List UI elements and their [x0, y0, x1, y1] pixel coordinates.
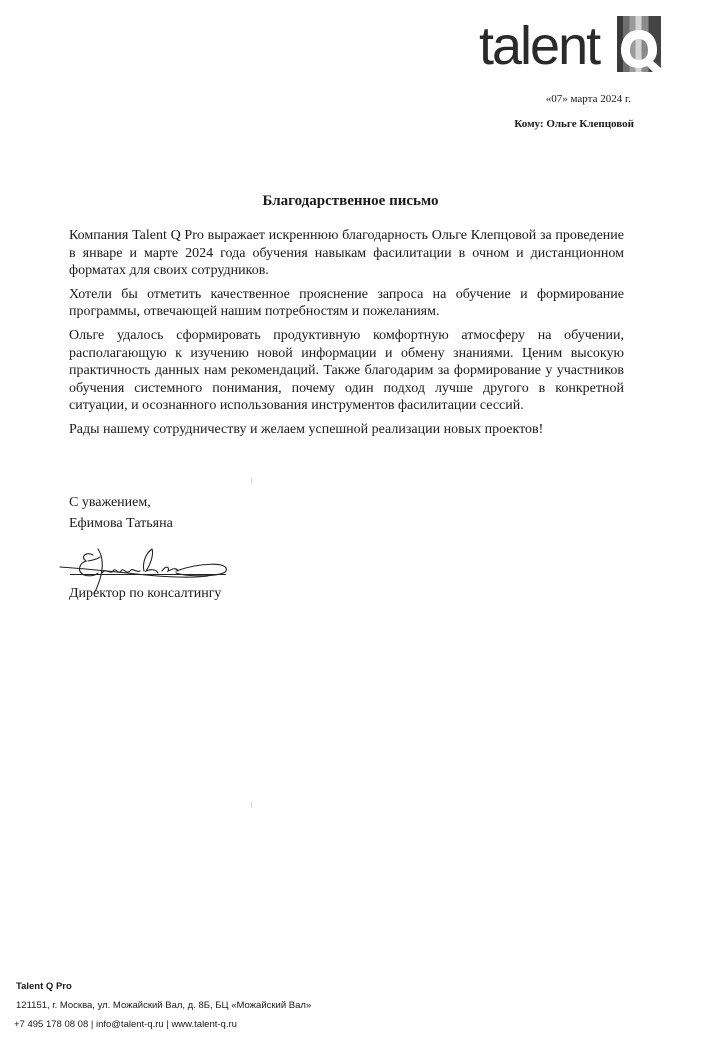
body-paragraph: Компания Talent Q Pro выражает искреннюю благодарность Ольге Клепцовой за проведение в январе и марте 2024 года обучения навыкам фасилитации в очном и дистанционном форматах для своих сотрудников.	[69, 228, 624, 279]
signature-line	[70, 574, 226, 575]
body-paragraph: Рады нашему сотрудничеству и желаем успешной реализации новых проектов!	[69, 421, 544, 437]
scan-artifact	[251, 802, 252, 808]
body-paragraph: Ольге удалось сформировать продуктивную комфортную атмосферу на обучении, располагающую к изучению новой информации и обмену знаниями. Ценим высокую практичность данных нам рекомендаций. Также благодарим за формирование у участников обучения системного понимания, почему один подход лучше другого в конкретной ситуации, и осознанного использования инструментов фасилитации сессий.	[69, 327, 624, 414]
letter-date: «07» марта 2024 г.	[545, 93, 631, 105]
letter-title: Благодарственное письмо	[262, 193, 439, 209]
footer-contacts: +7 495 178 08 08 | info@talent-q.ru | www.talent-q.ru	[14, 1019, 237, 1030]
letter-body	[69, 227, 624, 445]
scan-artifact	[251, 478, 252, 484]
signer-position: Директор по консалтингу	[69, 586, 222, 601]
footer	[14, 977, 311, 1034]
logo-q-icon	[617, 16, 661, 72]
recipient-line: Кому: Ольге Клепцовой	[514, 118, 634, 130]
closing-block	[69, 492, 173, 534]
footer-company: Talent Q Pro	[16, 981, 72, 992]
talent-q-logo	[479, 14, 669, 74]
body-paragraph: Хотели бы отметить качественное прояснение запроса на обучение и формирование программы, отвечающей нашим потребностям и пожеланиям.	[69, 286, 624, 320]
footer-address: 121151, г. Москва, ул. Можайский Вал, д. 8Б, БЦ «Можайский Вал»	[16, 1000, 312, 1011]
signer-name: Ефимова Татьяна	[69, 516, 173, 531]
closing-salutation: С уважением,	[69, 495, 151, 510]
logo-wordmark: talent	[479, 16, 600, 76]
